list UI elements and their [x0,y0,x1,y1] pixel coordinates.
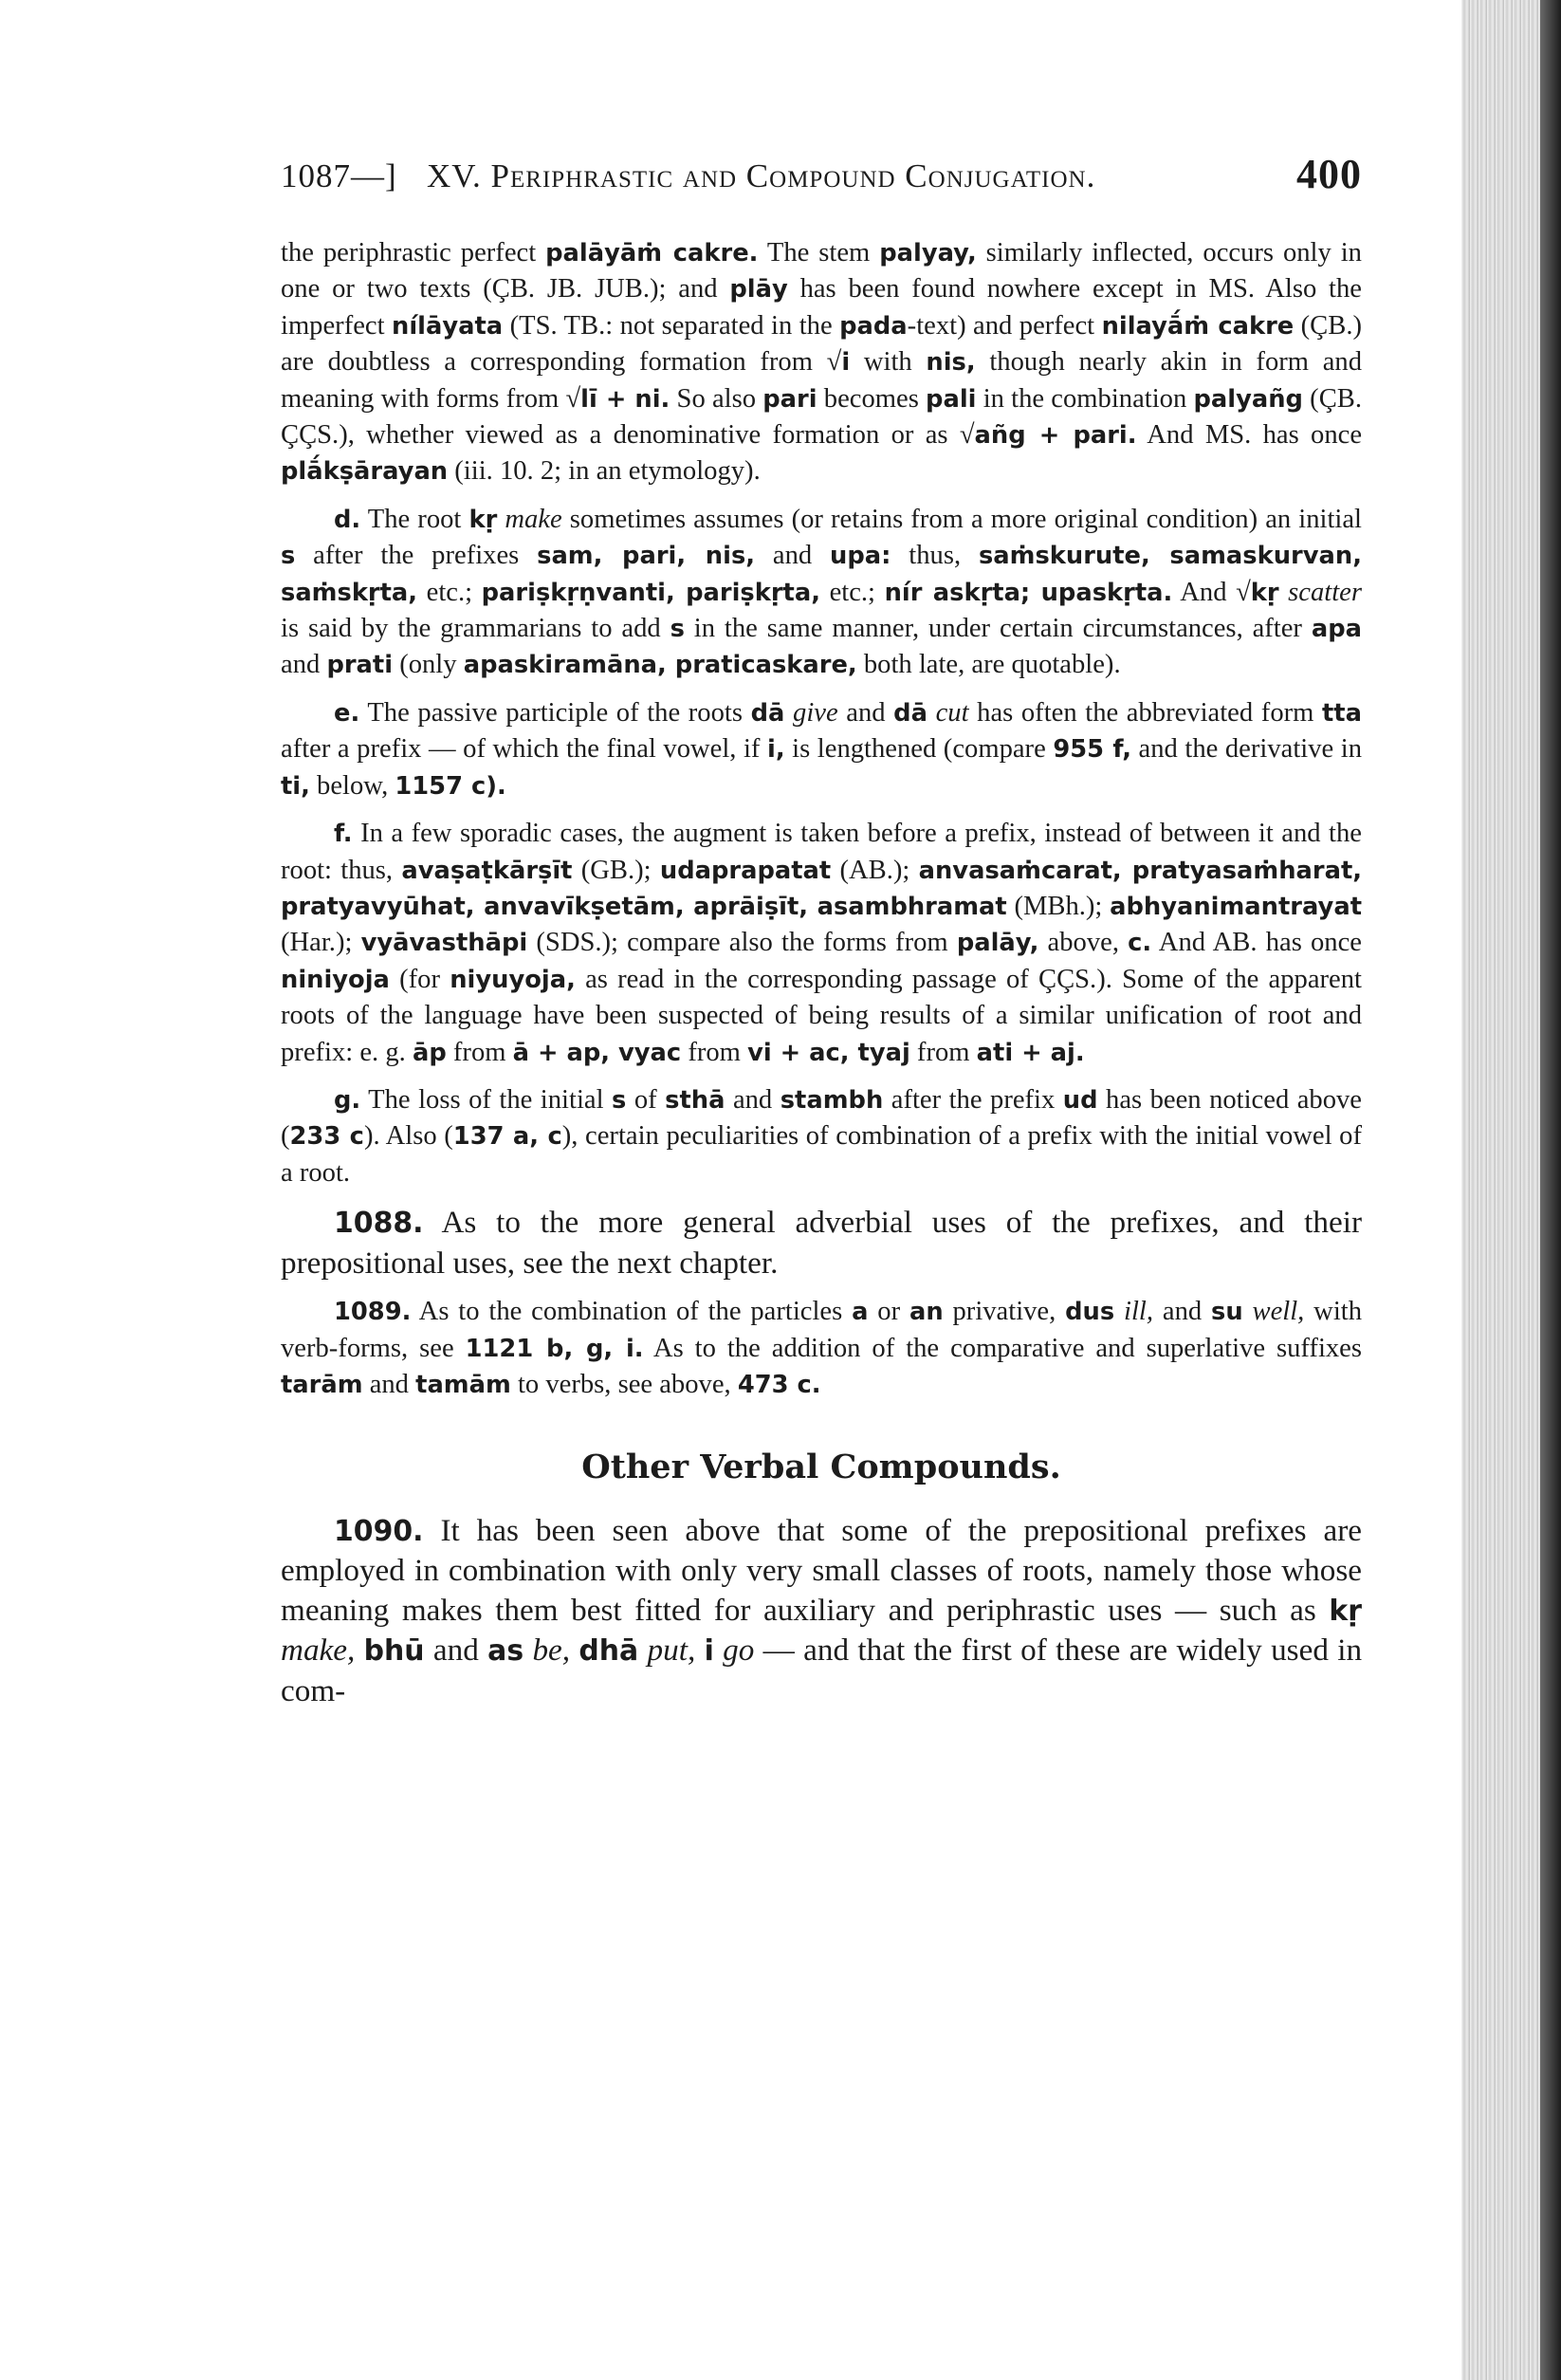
paragraph-1089: 1089. As to the combination of the particles a or an privative, dus ill, and su well, with verb-forms, see 1121 b, g, i. As to the addition of the comparative and superlative suffixes tarām and tamām to verbs, see above, 473 c. [281,1297,1363,1400]
body-text [281,235,1362,1711]
paragraph-1090: 1090. It has been seen above that some of the prepositional prefixes are employed in combination with only very small classes of roots, namely those whose meaning makes them best fitted for auxiliary and periphrastic uses — such as kṛ make, bhū and as be, dhā put, i go — and that the first of these are widely used in com- [281,1512,1363,1708]
paragraph-c-continuation: the periphrastic perfect palāyāṁ cakre. The stem palyay, similarly inflected, occurs only in one or two texts (ÇB. JB. JUB.); and plāy has been found nowhere except in MS. Also the imperfect nílāyata (TS. TB.: not separated in the pada-text) and perfect nilayā́ṁ cakre (ÇB.) are doubtless a corresponding formation from √i with nis, though nearly akin in form and meaning with forms from √lī + ni. So also pari becomes pali in the combination palyañg (ÇB. ÇÇS.), whether viewed as a denominative formation or as √añg + pari. And MS. has once plā́kṣārayan (iii. 10. 2; in an etymology). [281,238,1363,487]
paragraph-1088: 1088. As to the more general adverbial uses of the prefixes, and their prepositional uses, see the next chapter. [281,1205,1362,1281]
section-heading: Other Verbal Compounds. [581,1447,1061,1486]
book-spine-shadow [1540,0,1561,2380]
header-section-range: 1087—] [281,157,397,194]
running-header [281,150,1362,207]
paragraph-e: e. The passive participle of the roots dā give and dā cut has often the abbreviated form tta after a prefix — of which the final vowel, if i, is lengthened (compare 955 f, and the derivative in ti, below, 1157 c). [281,697,1362,801]
paragraph-g: g. The loss of the initial s of sthā and stambh after the prefix ud has been noticed above (233 c). Also (137 a, c), certain peculiarities of combination of a prefix with the initial vowel of a root. [281,1084,1362,1188]
paragraph-d: d. The root kṛ make sometimes assumes (or retains from a more original condition) an initial s after the prefixes sam, pari, nis, and upa: thus, saṁskurute, samaskurvan, saṁskṛta, etc.; pariṣkṛṇvanti, pariṣkṛta, etc.; nír askṛta; upaskṛta. And √kṛ scatter is said by the grammarians to add s in the same manner, under certain circumstances, after apa and prati (only apaskiramāna, praticaskare, both late, are quotable). [281,504,1362,680]
header-chapter-title: XV. Periphrastic and Compound Conjugation. [427,157,1096,194]
paragraph-f: f. In a few sporadic cases, the augment is taken before a prefix, instead of between it and the root: thus, avaṣaṭkārṣīt (GB.); udaprapatat (AB.); anvasaṁcarat, pratyasaṁharat, pratyavyūhat, anvavīkṣetām, aprāiṣīt, asambhramat (MBh.); abhyanimantrayat (Har.); vyāvasthāpi (SDS.); compare also the forms from palāy, above, c. And AB. has once niniyoja (for niyuyoja, as read in the corresponding passage of ÇÇS.). Some of the apparent roots of the language have been suspected of being results of a similar unification of root and prefix: e. g. āp from ā + ap, vyac from vi + ac, tyaj from ati + aj. [281,819,1363,1067]
page-number: 400 [1296,151,1362,197]
